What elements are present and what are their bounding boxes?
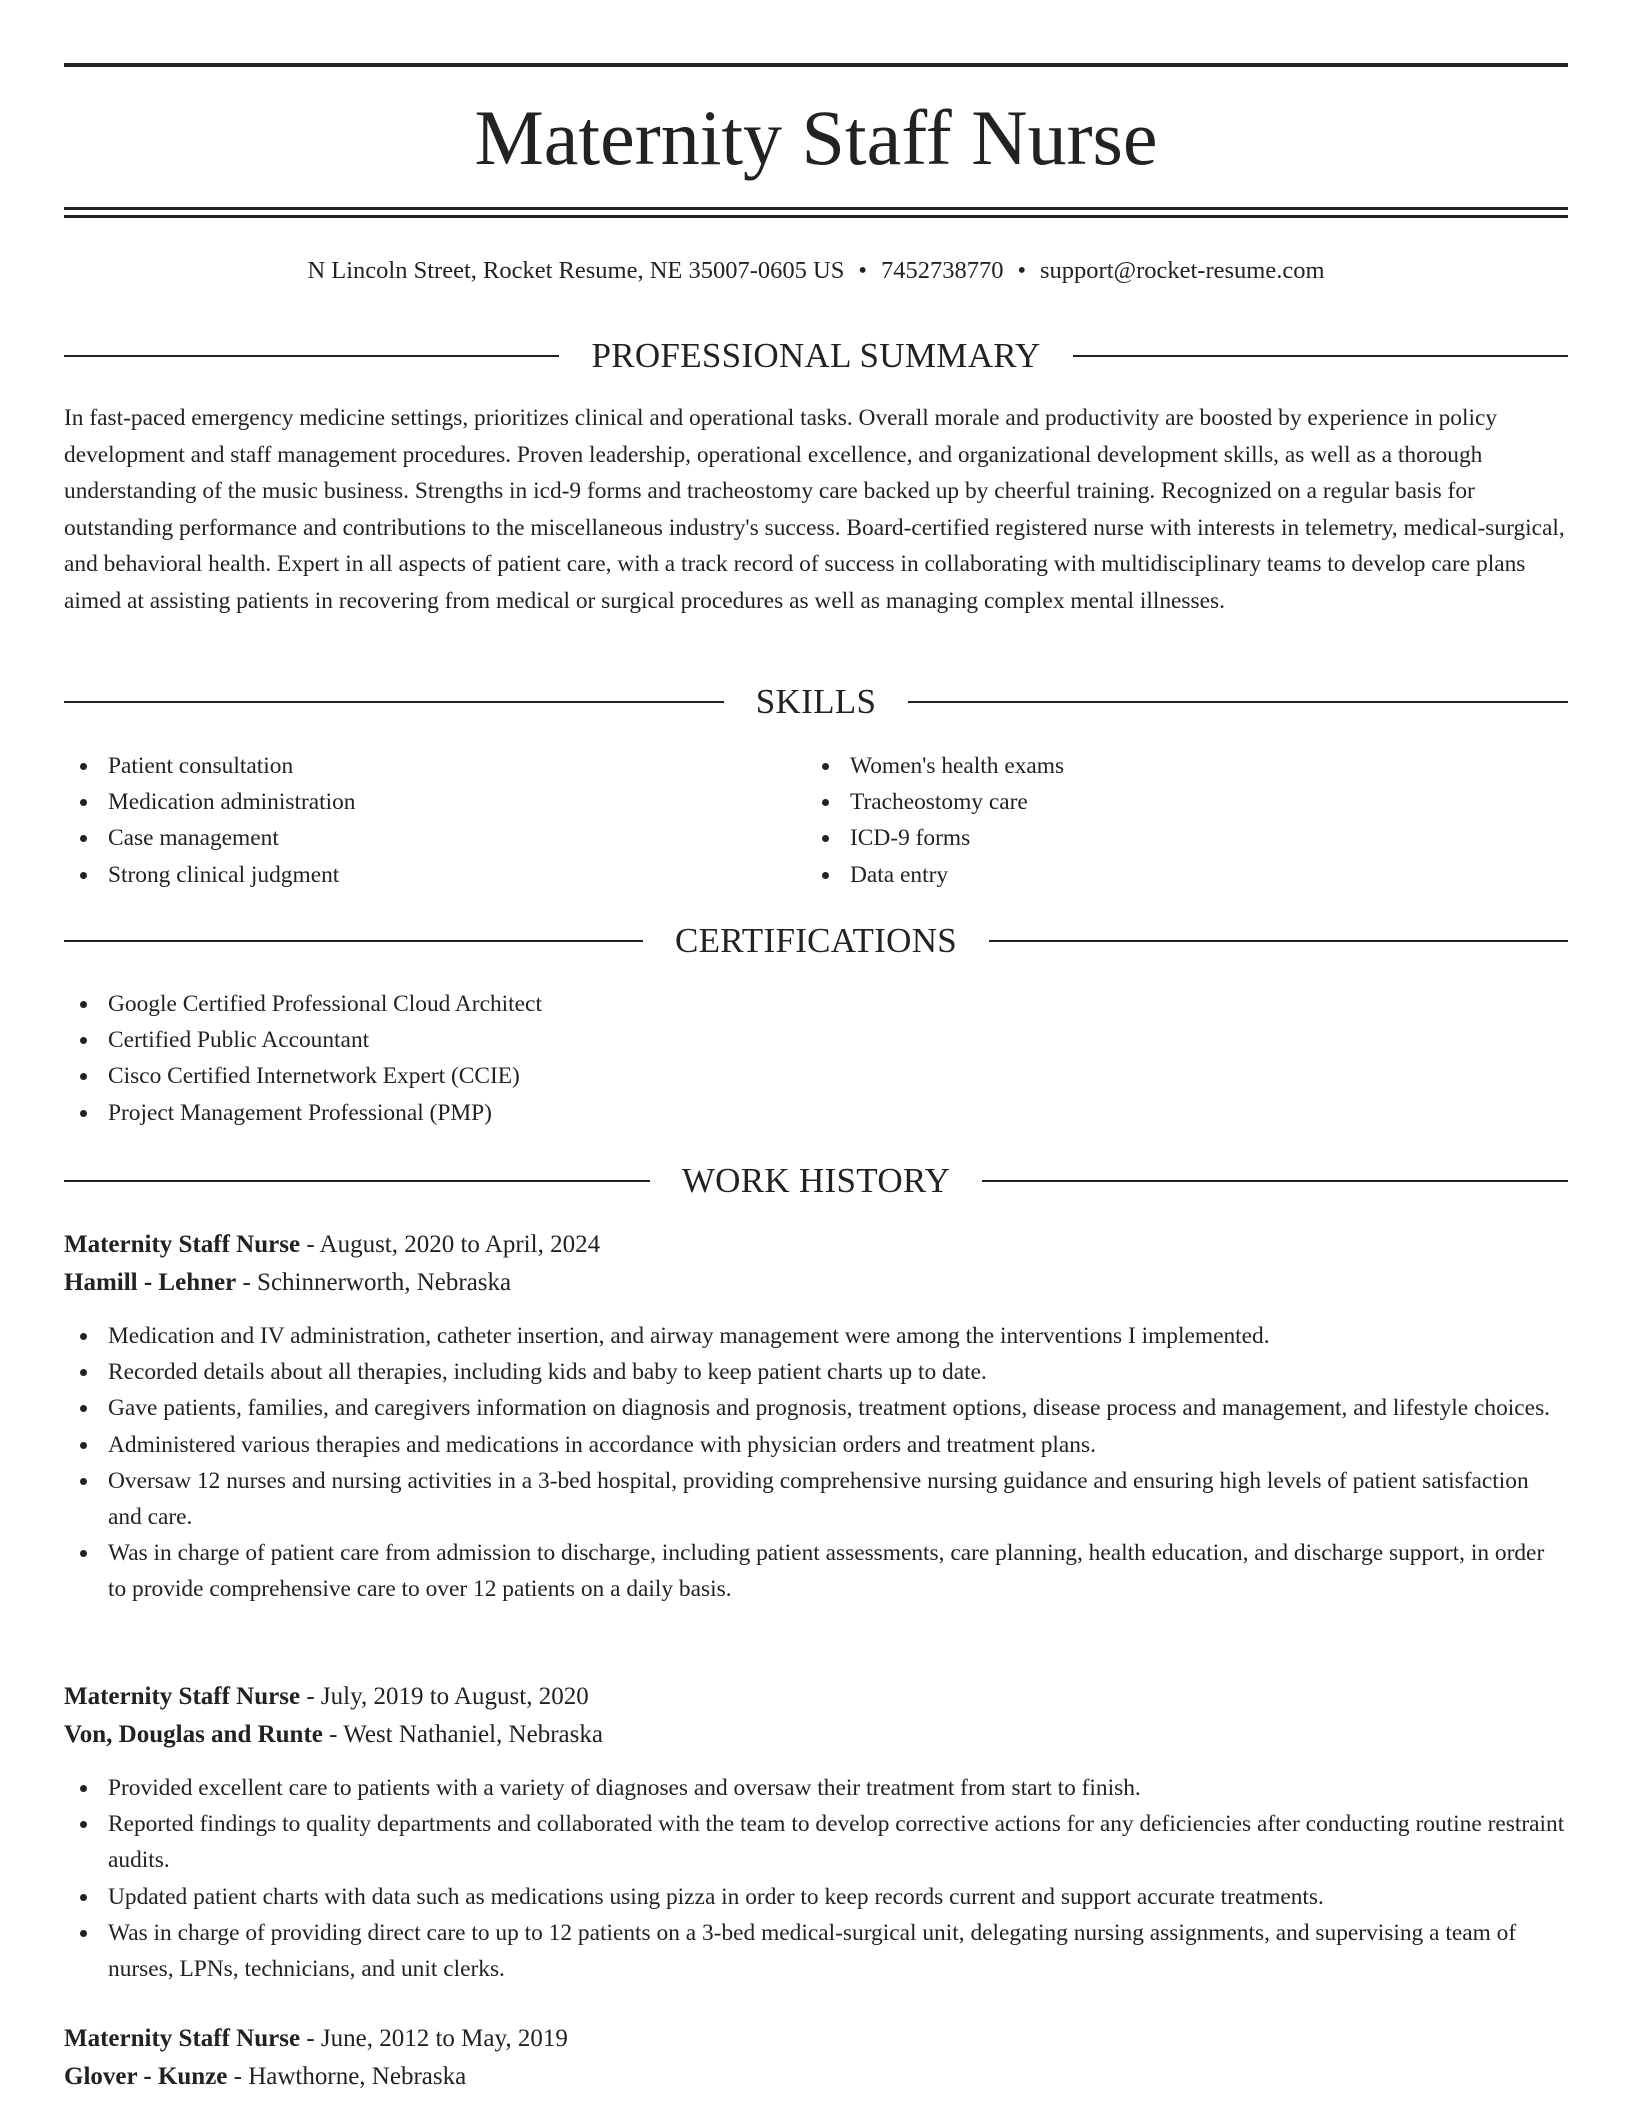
- certifications-list: [64, 986, 1568, 1131]
- contact-line: [64, 255, 1568, 287]
- job-dates: - July, 2019 to August, 2020: [300, 1683, 589, 1710]
- job-company-line: [64, 1716, 1568, 1754]
- top-rule: [64, 63, 1568, 67]
- job-entry: [64, 1678, 1568, 1987]
- job-title: Maternity Staff Nurse: [64, 2025, 301, 2052]
- divider-line: [64, 1180, 650, 1182]
- summary-paragraph: In fast-paced emergency medicine settings, prioritizes clinical and operational tasks. Overall morale and productivity are boosted by experience in policy development and staff management procedures. Proven leadership, operational excellence, and organizational development skills, as well as a thorough understanding of the music business. Strengths in icd-9 forms and tracheostomy care backed up by cheerful training. Recognized on a regular basis for outstanding performance and contributions to the miscellaneous industry's success. Board-certified registered nurse with interests in telemetry, medical-surgical, and behavioral health. Expert in all aspects of patient care, with a track record of success in collaborating with multidisciplinary teams to develop care plans aimed at assisting patients in recovering from medical or surgical procedures as well as managing complex mental illnesses.: [64, 405, 1565, 614]
- job-duty-item: Was in charge of patient care from admission to discharge, including patient assessments, care planning, health education, and discharge support, in order to provide comprehensive care to over 12 patients on a daily basis.: [64, 1535, 1568, 1607]
- section-heading-skills: [64, 680, 1568, 724]
- divider-line: [908, 701, 1568, 703]
- skills-list-right: [806, 748, 1568, 893]
- job-company: Glover - Kunze: [64, 2063, 228, 2090]
- skill-item: Tracheostomy care: [806, 784, 1568, 820]
- job-title-line: [64, 2020, 1568, 2058]
- job-company-line: [64, 1264, 1568, 1302]
- skill-item: Strong clinical judgment: [64, 857, 806, 893]
- section-heading-certifications: [64, 919, 1568, 963]
- contact-phone[interactable]: 7452738770: [880, 257, 1004, 284]
- job-duty-item: Was in charge of providing direct care to up to 12 patients on a 3-bed medical-surgical unit, delegating nursing assignments, and supervising a team of nurses, LPNs, technicians, and unit clerks.: [64, 1915, 1568, 1987]
- certification-item: Project Management Professional (PMP): [64, 1095, 1568, 1131]
- job-duty-item: Updated patient charts with data such as medications using pizza in order to keep records current and support accurate treatments.: [64, 1879, 1568, 1915]
- divider-line: [1073, 355, 1568, 357]
- certification-item: Google Certified Professional Cloud Architect: [64, 986, 1568, 1022]
- job-entry: [64, 2020, 1568, 2096]
- section-title: PROFESSIONAL SUMMARY: [591, 336, 1041, 375]
- skill-item: ICD-9 forms: [806, 820, 1568, 856]
- job-company-line: [64, 2058, 1568, 2096]
- divider-line: [64, 355, 559, 357]
- header-rule-lower: [64, 215, 1568, 218]
- job-duties-list: [64, 1770, 1568, 1987]
- skill-item: Medication administration: [64, 784, 806, 820]
- job-duty-item: Reported findings to quality departments and collaborated with the team to develop corrective actions for any deficiencies after conducting routine restraint audits.: [64, 1806, 1568, 1878]
- job-dates: - August, 2020 to April, 2024: [300, 1231, 601, 1258]
- contact-address: N Lincoln Street, Rocket Resume, NE 35007-0605 US: [307, 257, 845, 284]
- contact-separator: •: [858, 257, 867, 284]
- job-location: - Hawthorne, Nebraska: [227, 2063, 467, 2090]
- job-location: - Schinnerworth, Nebraska: [236, 1269, 512, 1296]
- section-heading-summary: [64, 334, 1568, 378]
- certification-item: Cisco Certified Internetwork Expert (CCIE): [64, 1058, 1568, 1094]
- section-title: WORK HISTORY: [681, 1161, 951, 1200]
- skill-item: Case management: [64, 820, 806, 856]
- contact-separator: •: [1017, 257, 1027, 284]
- job-duty-item: Provided excellent care to patients with a variety of diagnoses and oversaw their treatment from start to finish.: [64, 1770, 1568, 1806]
- contact-email[interactable]: support@rocket-resume.com: [1040, 257, 1325, 284]
- divider-line: [64, 940, 643, 942]
- job-company: Hamill - Lehner: [64, 1269, 237, 1296]
- section-heading-work-history: [64, 1159, 1568, 1203]
- job-dates: - June, 2012 to May, 2019: [300, 2025, 568, 2052]
- job-duty-item: Medication and IV administration, catheter insertion, and airway management were among the interventions I implemented.: [64, 1318, 1568, 1354]
- job-title: Maternity Staff Nurse: [64, 1683, 301, 1710]
- section-title: CERTIFICATIONS: [674, 921, 958, 960]
- job-company: Von, Douglas and Runte: [64, 1721, 323, 1748]
- certification-item: Certified Public Accountant: [64, 1022, 1568, 1058]
- divider-line: [989, 940, 1568, 942]
- skill-item: Women's health exams: [806, 748, 1568, 784]
- divider-line: [64, 701, 724, 703]
- resume-name: Maternity Staff Nurse: [474, 94, 1158, 181]
- job-duty-item: Gave patients, families, and caregivers information on diagnosis and prognosis, treatment options, disease process and management, and lifestyle choices.: [64, 1390, 1568, 1426]
- job-location: - West Nathaniel, Nebraska: [322, 1721, 603, 1748]
- header-rule-upper: [64, 207, 1568, 210]
- skill-item: Data entry: [806, 857, 1568, 893]
- job-title-line: [64, 1226, 1568, 1264]
- skills-list-left: [64, 748, 806, 893]
- job-title: Maternity Staff Nurse: [64, 1231, 301, 1258]
- job-duty-item: Oversaw 12 nurses and nursing activities in a 3-bed hospital, providing comprehensive nursing guidance and ensuring high levels of patient satisfaction and care.: [64, 1463, 1568, 1535]
- divider-line: [982, 1180, 1568, 1182]
- job-entry: [64, 1226, 1568, 1608]
- job-duty-item: Administered various therapies and medications in accordance with physician orders and treatment plans.: [64, 1427, 1568, 1463]
- job-duty-item: Recorded details about all therapies, including kids and baby to keep patient charts up to date.: [64, 1354, 1568, 1390]
- skill-item: Patient consultation: [64, 748, 806, 784]
- job-duties-list: [64, 1318, 1568, 1608]
- job-title-line: [64, 1678, 1568, 1716]
- section-title: SKILLS: [755, 682, 877, 721]
